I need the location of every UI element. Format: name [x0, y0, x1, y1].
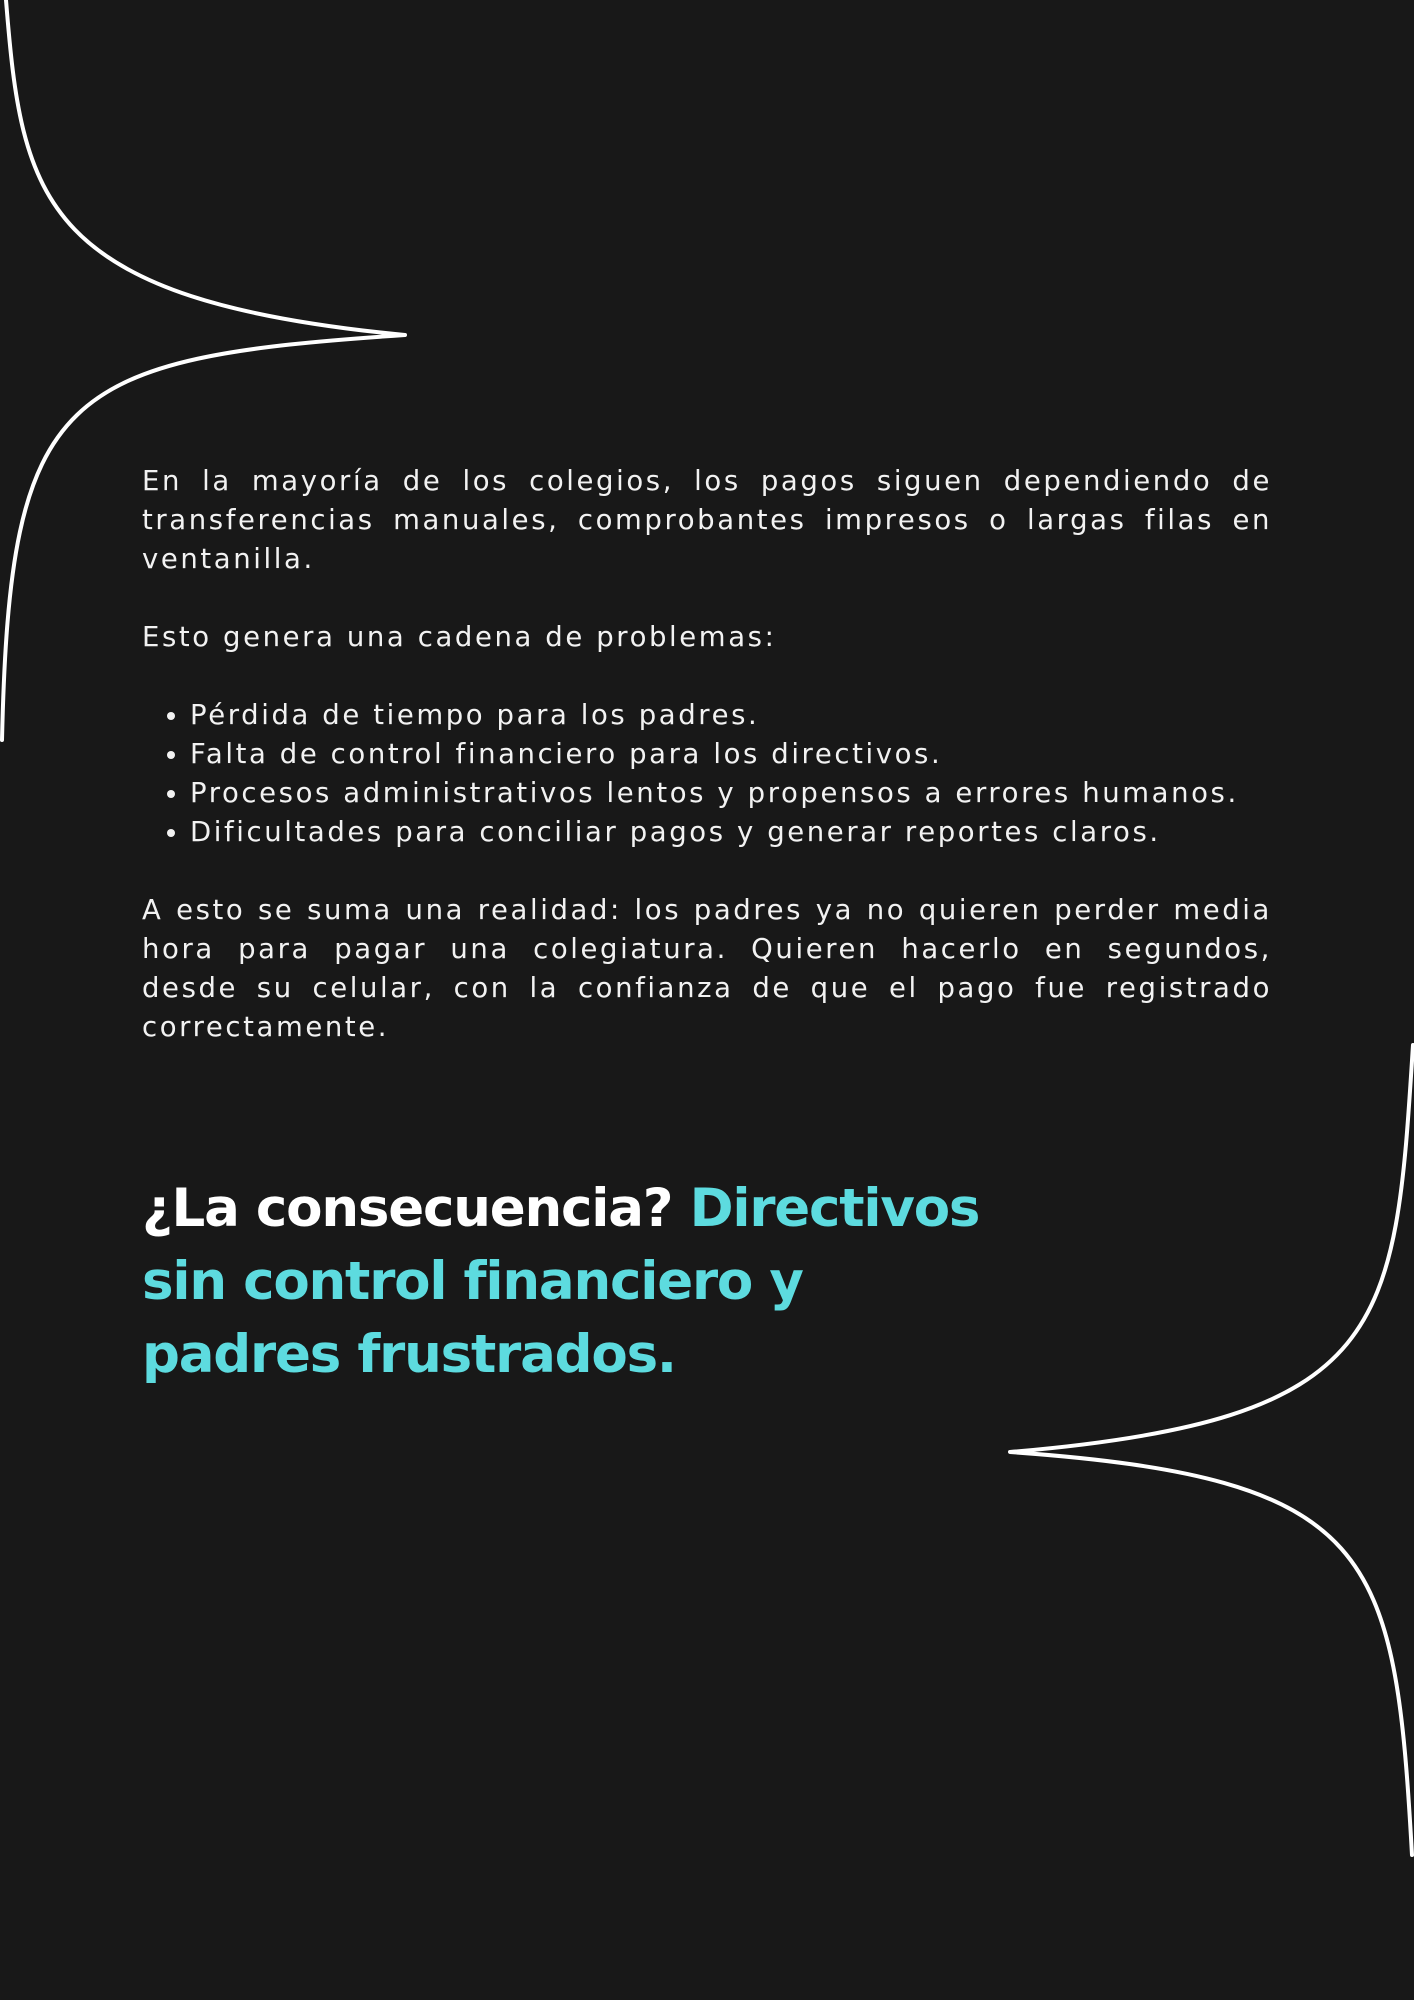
intro-paragraph: En la mayoría de los colegios, los pagos siguen dependiendo de transferencias manuales, comprobantes impresos o largas filas en ventanilla.: [142, 465, 1272, 575]
spacer: [142, 657, 1272, 696]
headline-highlight: Directivos sin control financiero y padres frustrados.: [142, 1178, 980, 1385]
closing-paragraph: A esto se suma una realidad: los padres ya no quieren perder media hora para pagar una colegiatura. Quieren hacerlo en segundos, desde su celular, con la confianza de que el pago fue registrado correctamente.: [142, 894, 1272, 1043]
body-text: [142, 462, 1272, 1047]
spacer: [142, 579, 1272, 618]
list-item: • Dificultades para conciliar pagos y generar reportes claros.: [190, 813, 1272, 852]
right-curve-line: [1010, 1045, 1413, 1855]
spacer: [142, 852, 1272, 891]
list-item: • Pérdida de tiempo para los padres.: [190, 696, 1272, 735]
headline-lead: ¿La consecuencia?: [142, 1178, 673, 1239]
problems-list: [142, 696, 1272, 852]
consequence-headline: [142, 1172, 1002, 1391]
problems-intro: Esto genera una cadena de problemas:: [142, 621, 777, 653]
list-item: • Falta de control financiero para los directivos.: [190, 735, 1272, 774]
list-item: • Procesos administrativos lentos y propensos a errores humanos.: [190, 774, 1272, 813]
